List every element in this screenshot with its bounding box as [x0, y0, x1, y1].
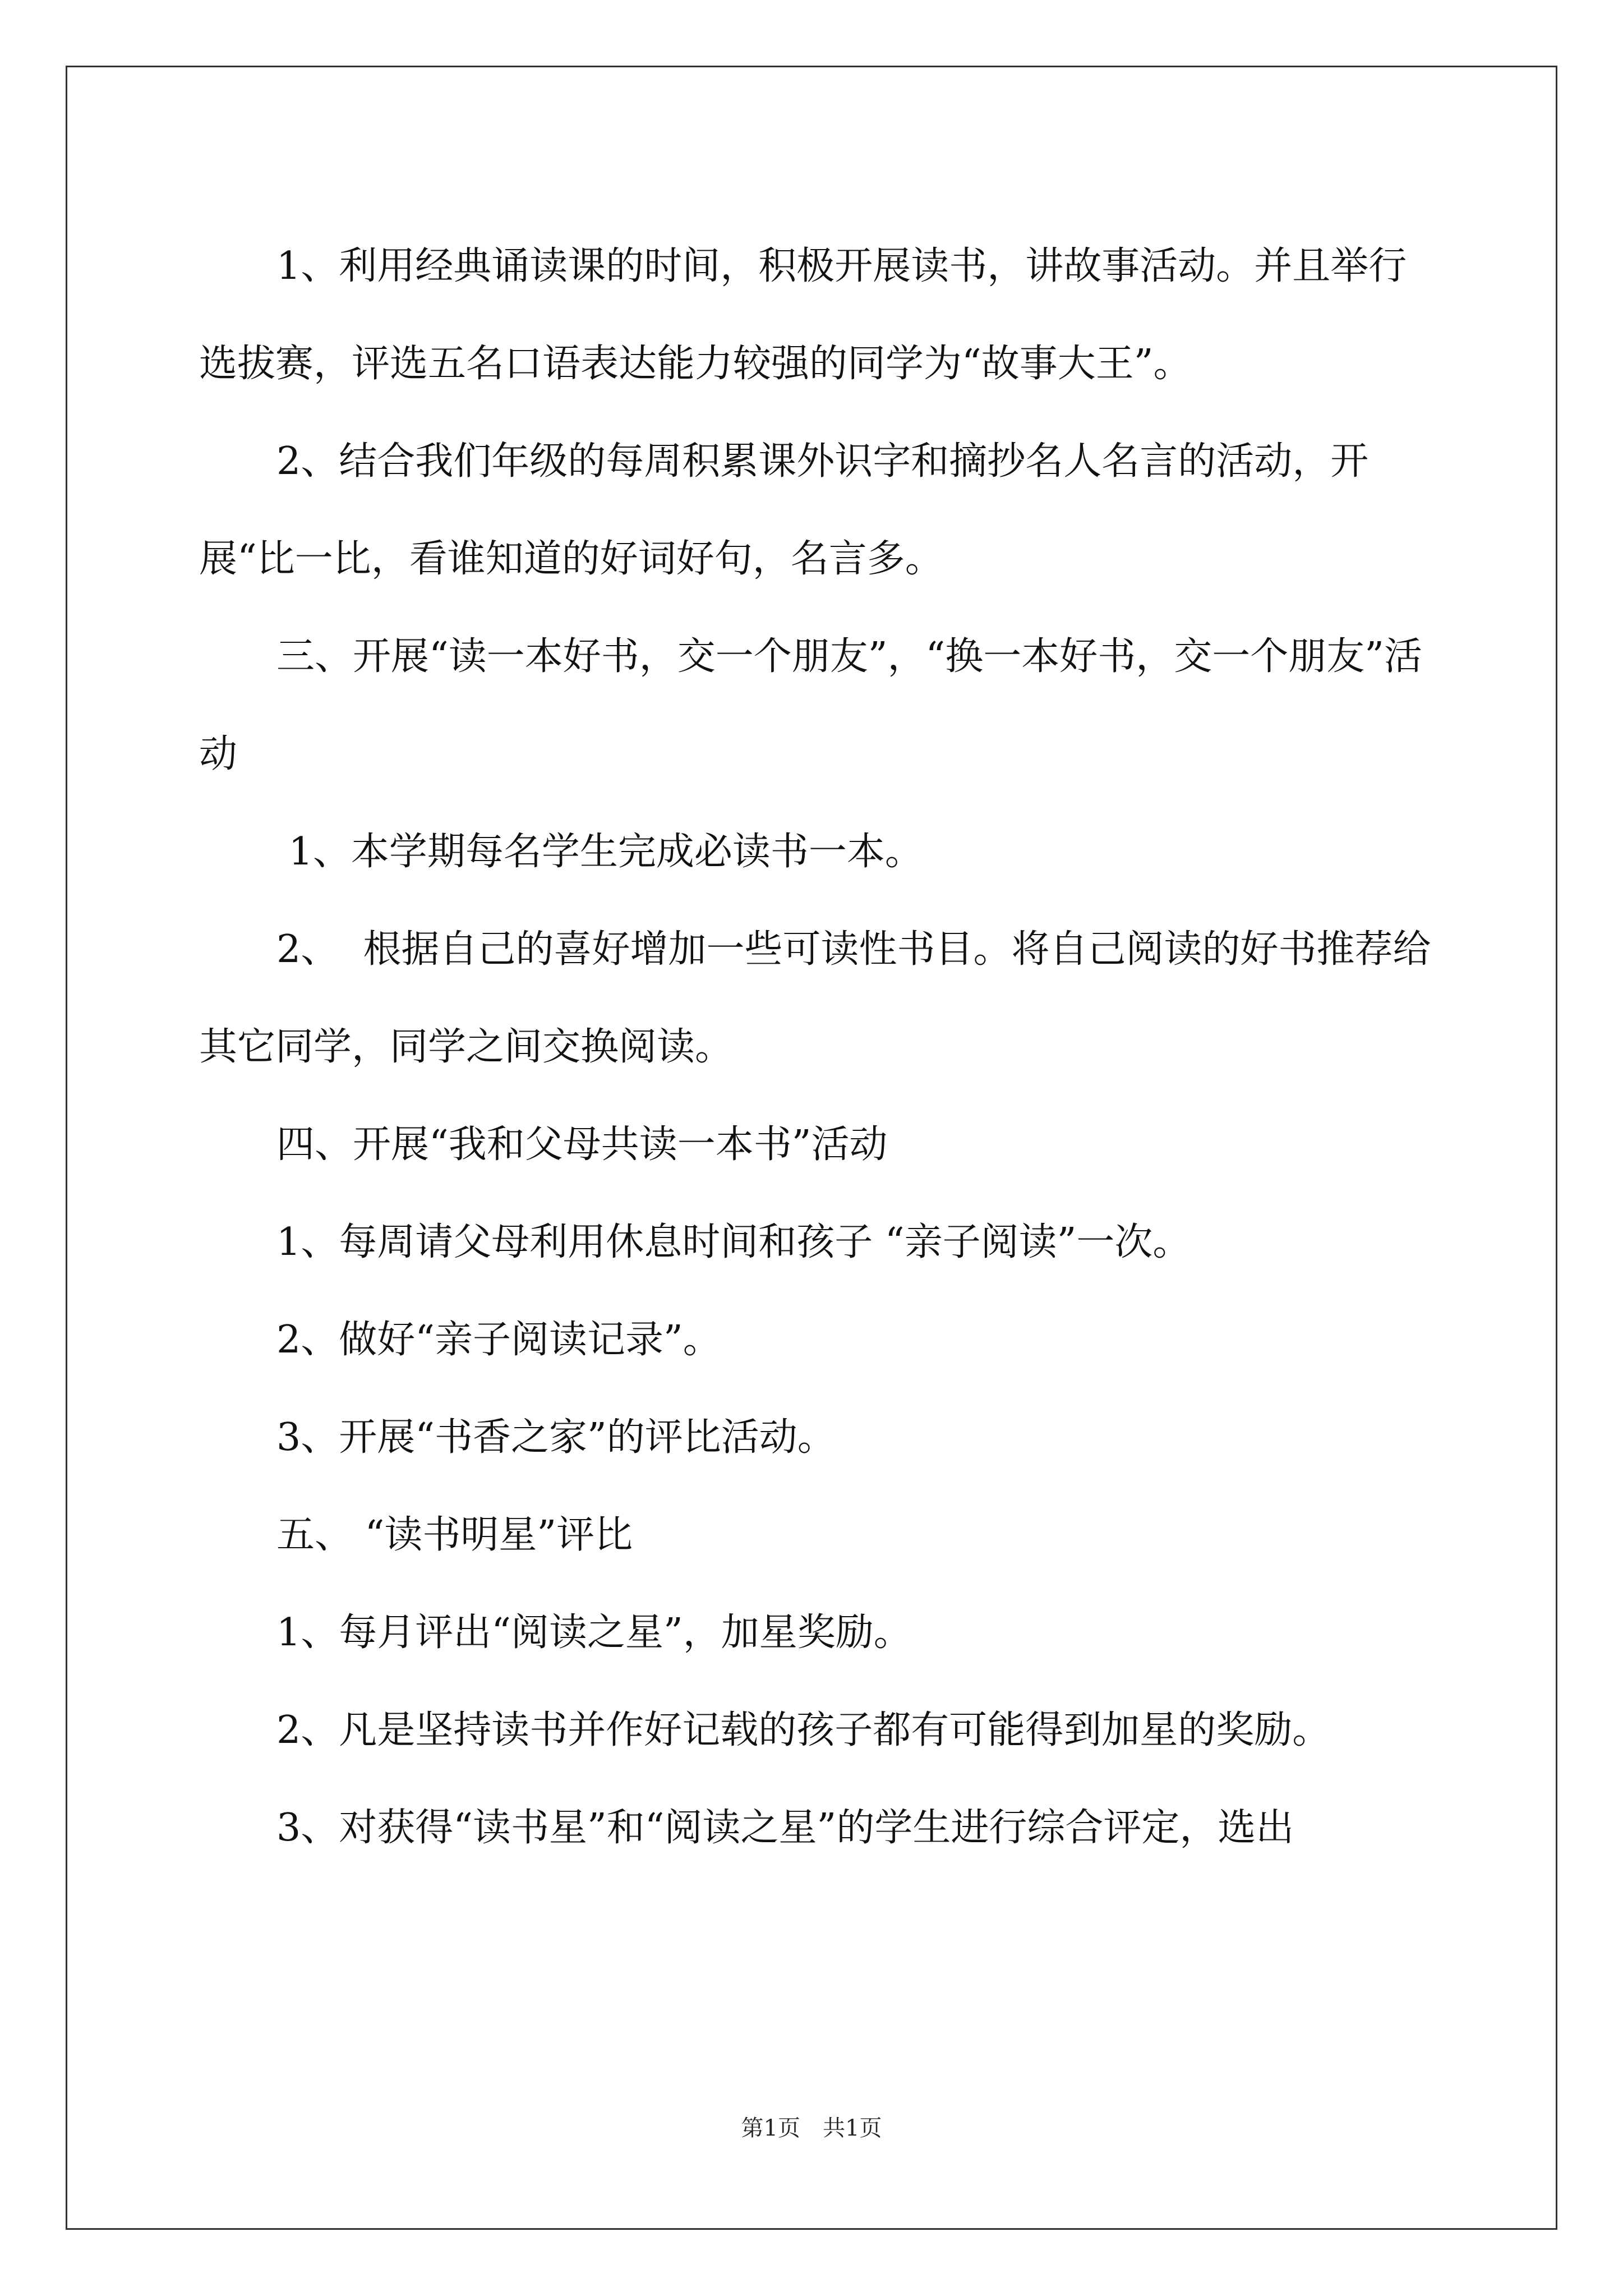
page-footer: [0, 2110, 1623, 2142]
document-body: [199, 218, 1433, 1877]
paragraph-5-2: 2、凡是坚持读书并作好记载的孩子都有可能得到加星的奖励。: [276, 1708, 1331, 1752]
paragraph-1: 1、利用经典诵读课的时间，积极开展读书，讲故事活动。并且举行选拔赛，评选五名口语表达能力较强的同学为“故事大王”。: [199, 244, 1407, 386]
paragraph-4-3: 3、开展“书香之家”的评比活动。: [276, 1415, 836, 1460]
paragraph-5-3: 3、对获得“读书星”和“阅读之星”的学生进行综合评定，选出: [276, 1806, 1294, 1850]
paragraph-4-2: 2、做好“亲子阅读记录”。: [276, 1318, 721, 1362]
section-heading-5: 五、 “读书明星”评比: [276, 1513, 633, 1557]
paragraph-4-1: 1、每周请父母利用休息时间和孩子 “亲子阅读”一次。: [276, 1220, 1191, 1264]
paragraph-3-1: 1、本学期每名学生完成必读书一本。: [276, 830, 923, 874]
section-heading-3: 三、开展“读一本好书，交一个朋友”，“换一本好书，交一个朋友”活动: [199, 634, 1423, 776]
section-heading-4: 四、开展“我和父母共读一本书”活动: [276, 1122, 888, 1167]
paragraph-2: 2、结合我们年级的每周积累课外识字和摘抄名人名言的活动，开展“比一比，看谁知道的好词好句，名言多。: [199, 439, 1369, 581]
page-number: 第1页: [741, 2115, 800, 2141]
paragraph-5-1: 1、每月评出“阅读之星”，加星奖励。: [276, 1611, 912, 1655]
paragraph-3-2: 2、 根据自己的喜好增加一些可读性书目。将自己阅读的好书推荐给其它同学，同学之间交换阅读。: [199, 927, 1431, 1069]
page-total: 共1页: [823, 2115, 882, 2141]
